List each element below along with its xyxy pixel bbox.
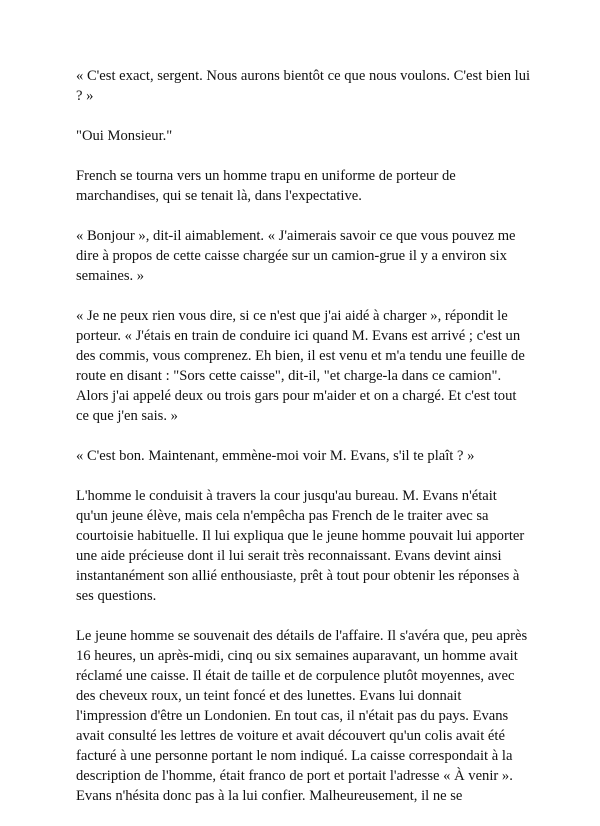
document-page <box>76 66 531 826</box>
paragraph: Le jeune homme se souvenait des détails de l'affaire. Il s'avéra que, peu après 16 heures, un après-midi, cinq ou six semaines auparavant, un homme avait réclamé une caisse. Il était de taille et de corpulence plutôt moyennes, avec des cheveux roux, un teint foncé et des lunettes. Evans lui donnait l'impression d'être un Londonien. En tout cas, il n'était pas du pays. Evans avait consulté les lettres de voiture et avait découvert qu'un colis avait été facturé à une personne portant le nom indiqué. La caisse correspondait à la description de l'homme, était franco de port et portait l'adresse « À venir ». Evans n'hésita donc pas à la lui confier. Malheureusement, il ne se <box>76 628 528 804</box>
paragraph: « Je ne peux rien vous dire, si ce n'est que j'ai aidé à charger », répondit le porteur. « J'étais en train de conduire ici quand M. Evans est arrivé ; c'est un des commis, vous comprenez. Eh bien, il est venu et m'a tendu une feuille de route en disant : "Sors cette caisse", dit-il, "et charge-la dans ce camion". Alors j'ai appelé deux ou trois gars pour m'aider et on a chargé. Et c'est tout ce que j'en sais. » <box>76 308 525 424</box>
paragraph: L'homme le conduisit à travers la cour jusqu'au bureau. M. Evans n'était qu'un jeune élève, mais cela n'empêcha pas French de le traiter avec sa courtoisie habituelle. Il lui expliqua que le jeune homme pouvait lui apporter une aide précieuse dont il lui serait très reconnaissant. Evans devint ainsi instantanément son allié enthousiaste, prêt à tout pour obtenir les réponses à ses questions. <box>76 488 525 604</box>
paragraph: « C'est exact, sergent. Nous aurons bientôt ce que nous voulons. C'est bien lui ? » <box>76 68 531 104</box>
paragraph: « Bonjour », dit-il aimablement. « J'aimerais savoir ce que vous pouvez me dire à propos de cette caisse chargée sur un camion-grue il y a environ six semaines. » <box>76 228 516 284</box>
paragraph: French se tourna vers un homme trapu en uniforme de porteur de marchandises, qui se tenait là, dans l'expectative. <box>76 168 456 204</box>
paragraph: "Oui Monsieur." <box>76 128 173 144</box>
paragraph: « C'est bon. Maintenant, emmène-moi voir M. Evans, s'il te plaît ? » <box>76 448 475 464</box>
